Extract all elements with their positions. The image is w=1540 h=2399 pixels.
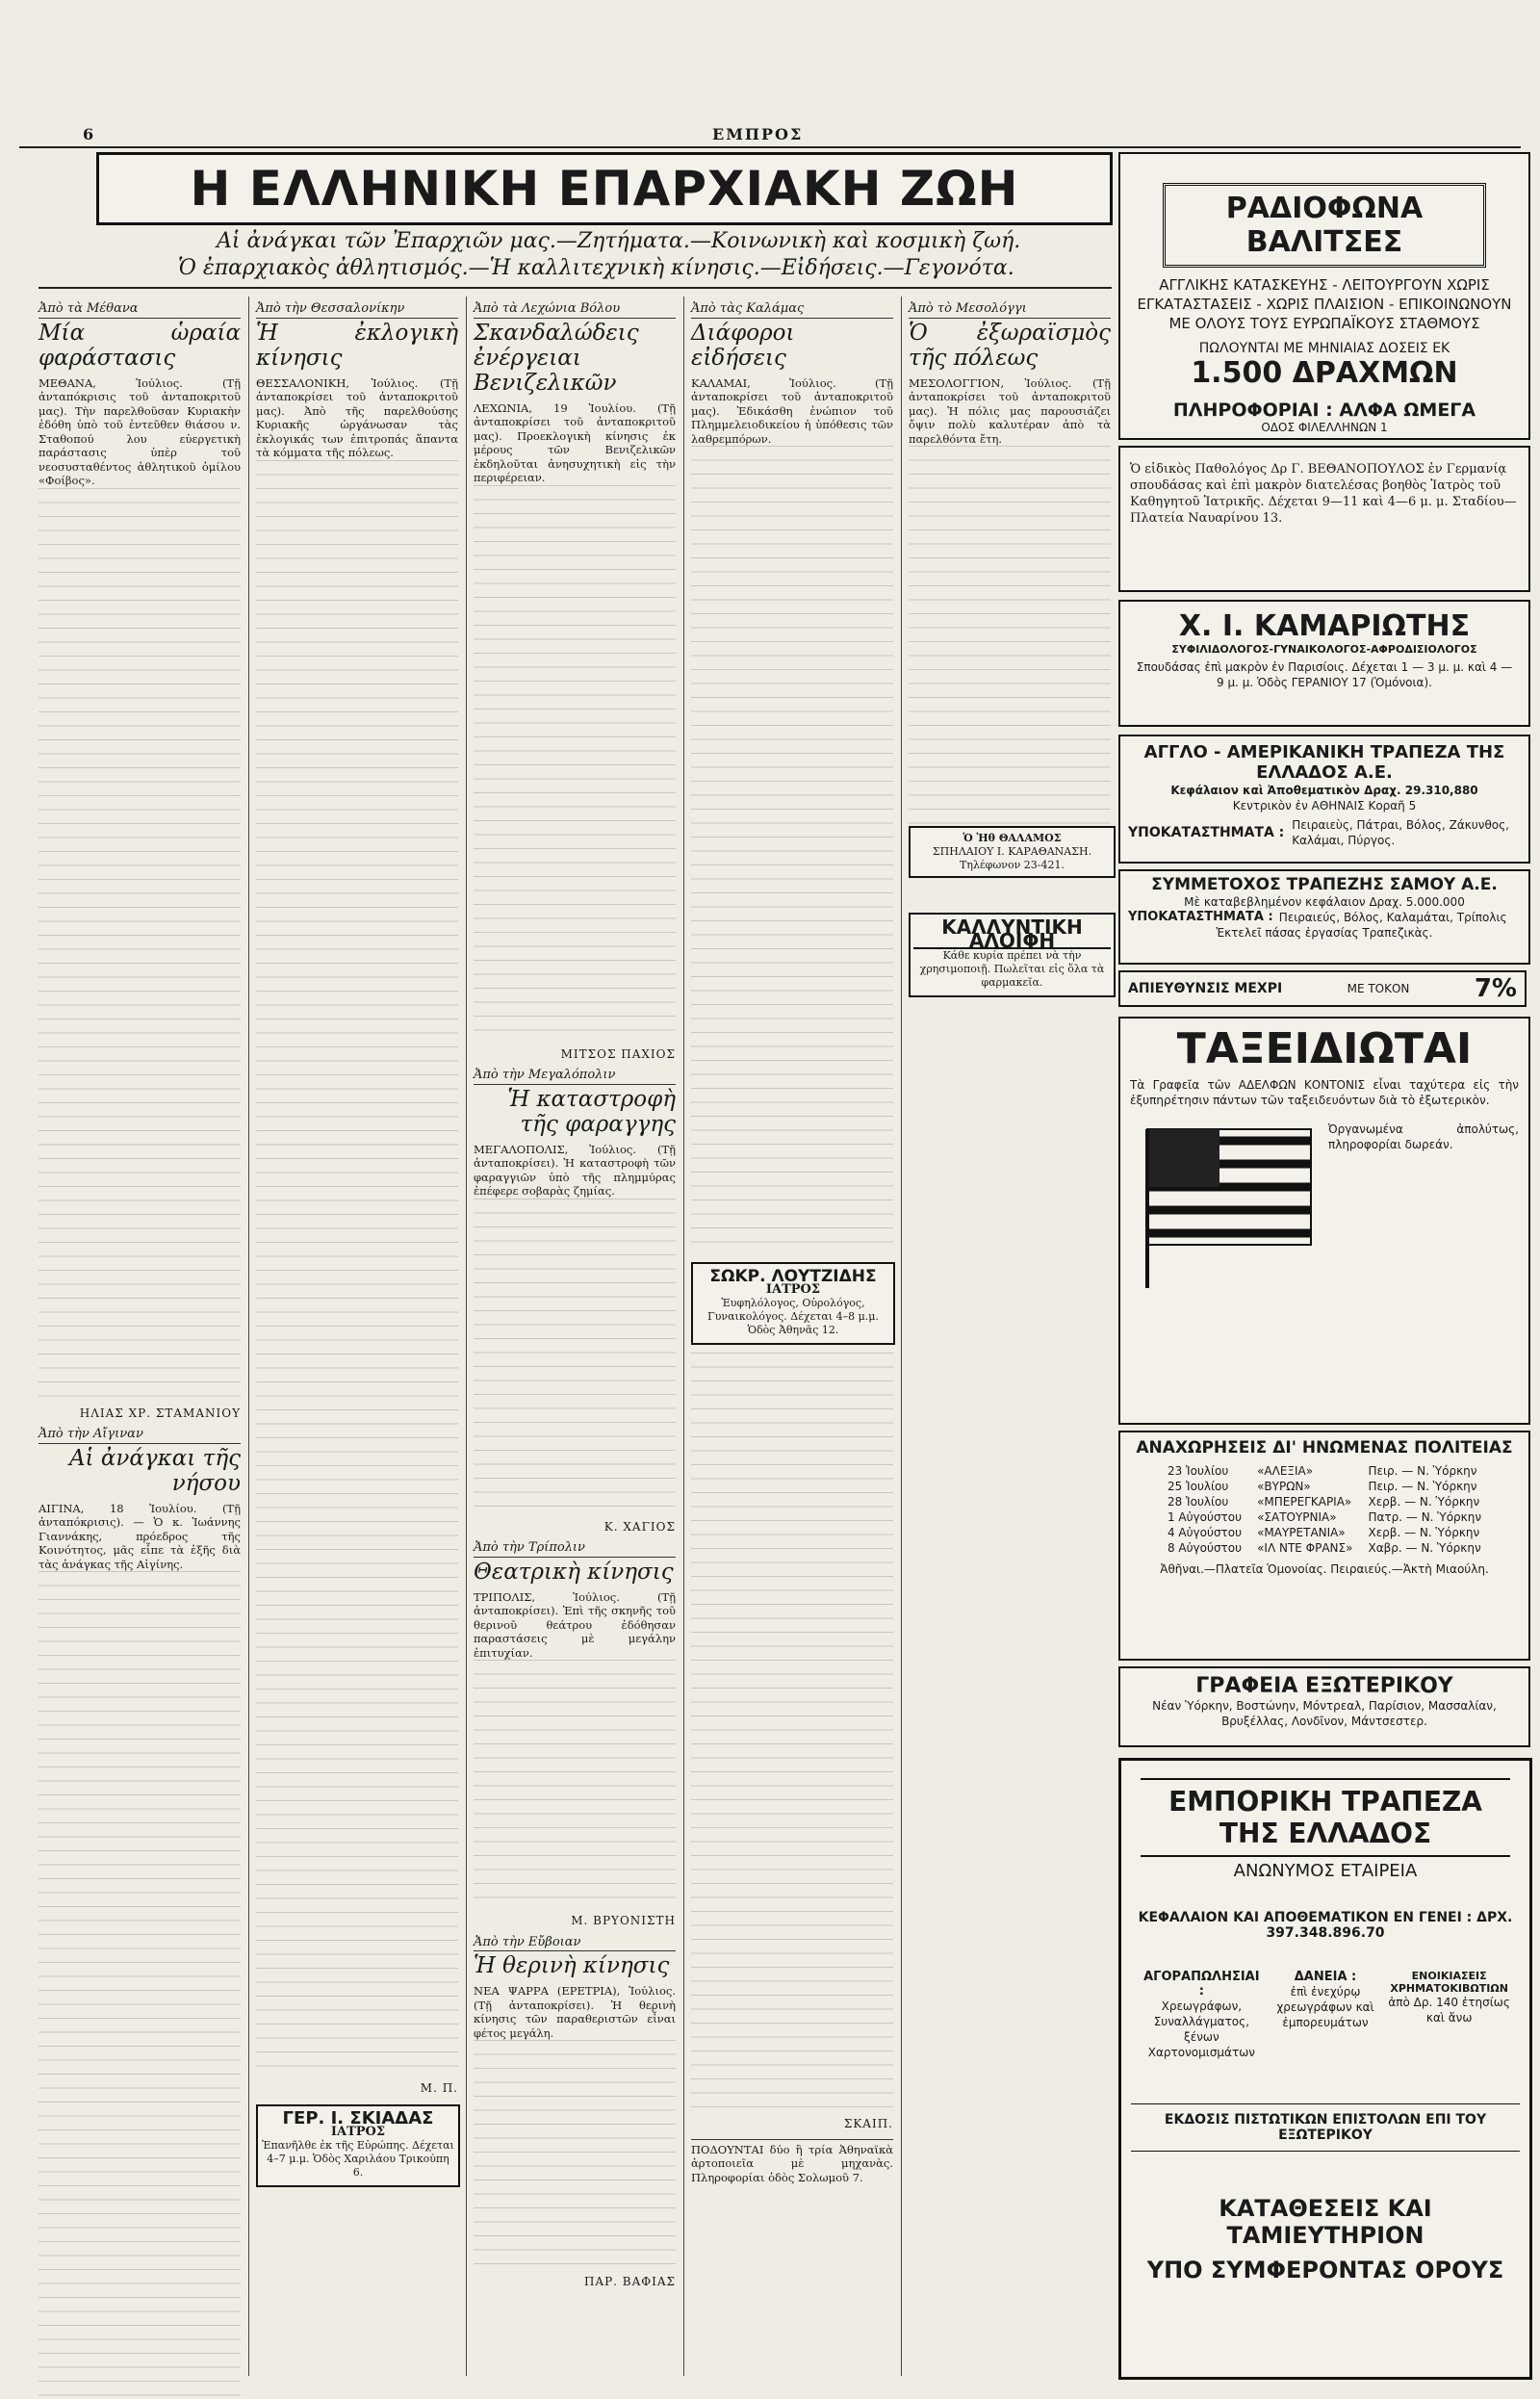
- kallyntiki-text: Κάθε κυρία πρέπει νὰ τὴν χρησιμοποιῇ. Πωλεῖται εἰς ὅλα τὰ φαρμακεῖα.: [919, 949, 1105, 989]
- section-masthead: Η ΕΛΛΗΝΙΚΗ ΕΠΑΡΧΙΑΚΗ ΖΩΗ: [96, 152, 1113, 225]
- column-4-byline: ΣΚΑΙΠ.: [843, 2117, 893, 2130]
- masthead-subtitle-1: Αἱ ἀνάγκαι τῶν Ἐπαρχιῶν μας.—Ζητήματα.—Κοινωνικὴ καὶ κοσμικὴ ζωή.: [217, 229, 1021, 253]
- departure-date: 25 Ἰουλίου: [1167, 1480, 1229, 1493]
- column-3-body-text-2: [474, 1199, 676, 1516]
- column-3-byline-4: ΠΑΡ. ΒΑΦΙΑΣ: [583, 2275, 676, 2288]
- column-5-lead: ΜΕΣΟΛΟΓΓΙΟΝ, Ἰούλιος. (Τῇ ἀνταποκρίσει τοῦ ἀνταποκριτοῦ μας). Ἡ πόλις μας παρουσιάζει ὄψιν πολὺ καλυτέραν ἀπὸ τὰ παρελθόντα ἔτη.: [909, 375, 1111, 446]
- paper-name: ΕΜΠΡΟΣ: [712, 125, 804, 143]
- kallyntiki-title: ΚΑΛΛΥΝΤΙΚΗ ΑΛΟΙΦΗ: [913, 920, 1111, 949]
- provincial-section: [38, 152, 1112, 2386]
- departure-date: 4 Αὐγούστου: [1167, 1526, 1243, 1539]
- departure-date: 1 Αὐγούστου: [1167, 1510, 1243, 1524]
- radio-address: ΟΔΟΣ ΦΙΛΕΛΛΗΝΩΝ 1: [1261, 421, 1388, 434]
- column-1: [38, 297, 241, 2399]
- page-number: 6: [83, 125, 94, 143]
- flag-illustration: [1128, 1120, 1321, 1293]
- column-4-kicker: Ἀπὸ τὰς Καλάμας: [691, 302, 893, 319]
- column-1-body-text: [38, 488, 241, 1403]
- departure-row: [1160, 1525, 1489, 1540]
- samos-branches-list: Πειραιεύς, Βόλος, Καλαμάται, Τρίπολις: [1278, 911, 1507, 924]
- departure-date: 23 Ἰουλίου: [1167, 1464, 1229, 1478]
- column-2-body-text: [256, 460, 458, 2077]
- foreign-offices-ad: [1118, 1666, 1530, 1747]
- departure-date: 8 Αὐγούστου: [1167, 1541, 1243, 1555]
- emporiki-deposits-2: ΥΠΟ ΣΥΜΦΕΡΟΝΤΑΣ ΟΡΟΥΣ: [1146, 2257, 1504, 2283]
- emporiki-safes: [1388, 1970, 1510, 2060]
- column-3-kicker-3: Ἀπὸ τὴν Τρίπολιν: [474, 1541, 676, 1558]
- anglo-hq: Κεντρικὸν ἐν ΑΘΗΝΑΙΣ Κοραῆ 5: [1232, 799, 1417, 813]
- departure-date: 28 Ἰουλίου: [1167, 1495, 1229, 1509]
- column-2-headline: Ἡ ἐκλογικὴ κίνησις: [256, 320, 458, 371]
- kamariotis-ad: [1118, 600, 1530, 727]
- column-3: [474, 297, 676, 2297]
- column-rule-3: [683, 297, 684, 2376]
- column-3-kicker: Ἀπὸ τὰ Λεχώνια Βόλου: [474, 302, 676, 319]
- loutzidis-name: ΣΩΚΡ. ΛΟΥΤΖΙΔΗΣ: [709, 1267, 877, 1286]
- column-4-footnote: ΠΟΔΟΥΝΤΑΙ δύο ἢ τρία Ἀθηναϊκὰ ἀρτοποιεῖα μὲ μηχανὰς. Πληροφορίαι ὁδὸς Σολωμοῦ 7.: [691, 2139, 893, 2185]
- departures-ad: [1118, 1431, 1530, 1661]
- column-3-kicker-2: Ἀπὸ τὴν Μεγαλόπολιν: [474, 1069, 676, 1085]
- kamariotis-name: Χ. Ι. ΚΑΜΑΡΙΩΤΗΣ: [1178, 609, 1471, 643]
- column-3-headline-4: Ἡ θερινὴ κίνησις: [474, 1953, 670, 1978]
- departure-row: [1160, 1494, 1489, 1509]
- samos-title: ΣΥΜΜΕΤΟΧΟΣ ΤΡΑΠΕΖΗΣ ΣΑΜΟΥ Α.Ε.: [1151, 875, 1498, 894]
- travel-rate: 7%: [1474, 974, 1517, 1003]
- column-3-headline-2: Ἡ καταστροφὴ τῆς φαραγγης: [507, 1086, 676, 1137]
- departure-dest: Πειρ. — Ν. Ὑόρκην: [1368, 1480, 1477, 1493]
- radio-amount: 1.500 ΔΡΑΧΜΩΝ: [1191, 356, 1458, 390]
- departure-row: [1160, 1463, 1489, 1479]
- radio-title: ΡΑΔΙΟΦΩΝΑ ΒΑΛΙΤΣΕΣ: [1163, 183, 1486, 268]
- kamariotis-text: Σπουδάσας ἐπὶ μακρὸν ἐν Παρισίοις. Δέχεται 1 — 3 μ. μ. καὶ 4 — 9 μ. μ. Ὁδὸς ΓΕΡΑΝΙΟΥ 17 (Ὁμόνοια).: [1136, 660, 1513, 689]
- emporiki-trading-label: ΑΓΟΡΑΠΩΛΗΣΙΑΙ :: [1143, 1970, 1260, 1999]
- samos-capital: Μὲ καταβεβλημένον κεφάλαιον Δραχ. 5.000.000: [1184, 895, 1465, 909]
- column-3-headline-3: Θεατρικὴ κίνησις: [474, 1559, 674, 1585]
- loutzidis-text: Ἐυφηλόλογος, Οὐρολόγος, Γυναικολόγος. Δέχεται 4–8 μ.μ. Ὁδὸς Ἀθηνᾶς 12.: [707, 1297, 879, 1336]
- doctor-bethanopoulos-ad: [1118, 446, 1530, 592]
- taxidiotai-title: ΤΑΞΕΙΔΙΩΤΑΙ: [1176, 1024, 1473, 1073]
- travel-rate-ad: [1118, 970, 1527, 1007]
- page-header-bar: [19, 125, 1521, 148]
- loutzidis-title: ΙΑΤΡΟΣ: [765, 1282, 821, 1297]
- anglo-capital: Κεφάλαιον καὶ Ἀποθεματικὸν Δραχ. 29.310,880: [1170, 784, 1478, 797]
- column-4-headline: Διάφοροι εἰδήσεις: [691, 320, 795, 371]
- spilaio-ad: [909, 826, 1116, 878]
- column-4-body-text: [691, 446, 893, 1254]
- emporiki-loans: [1270, 1970, 1380, 2060]
- emporiki-letters: ΕΚΔΟΣΙΣ ΠΙΣΤΩΤΙΚΩΝ ΕΠΙΣΤΟΛΩΝ ΕΠΙ ΤΟΥ ΕΞΩΤΕΡΙΚΟΥ: [1131, 2103, 1520, 2152]
- emporiki-capital: ΚΕΦΑΛΑΙΟΝ ΚΑΙ ΑΠΟΘΕΜΑΤΙΚΟΝ ΕΝ ΓΕΝΕΙ : ΔΡΧ. 397.348.896.70: [1138, 1910, 1513, 1941]
- departure-dest: Χαβρ. — Ν. Ὑόρκην: [1368, 1541, 1481, 1555]
- skiadas-title: ΙΑΤΡΟΣ: [330, 2125, 386, 2139]
- departures-table: [1160, 1463, 1489, 1556]
- emporiki-safes-text: ἀπὸ Δρ. 140 ἐτησίως καὶ ἄνω: [1388, 1996, 1510, 2025]
- column-3-lead: ΛΕΧΩΝΙΑ, 19 Ἰουλίου. (Τῇ ἀνταποκρίσει τοῦ ἀνταποκριτοῦ μας). Προεκλογικὴ κίνησις ἐκ μέρους τῶν Βενιζελικῶν ἐκδηλοῦται ἀνησυχητικὴ εἰς τὴν περιφέρειαν.: [474, 400, 676, 484]
- column-1-body-text-2: [38, 1571, 241, 2399]
- column-1-lead: ΜΕΘΑΝΑ, Ἰούλιος. (Τῇ ἀνταπόκρισις τοῦ ἀνταποκριτοῦ μας). Τὴν παρελθοῦσαν Κυριακὴν ἐδόθη ὑπὸ τοῦ ἐντεῦθεν θιάσου ν. Σταθοπού λου εὐεργετικὴ παράστασις ὑπὲρ τοῦ νεοσυσταθέντος ἀθλητικοῦ ὁμίλου «Φοίβος».: [38, 375, 241, 487]
- taxidiotai-intro: Τὰ Γραφεῖα τῶν ΑΔΕΛΦΩΝ ΚΟΝΤΟΝΙΣ εἶναι ταχύτερα εἰς τὴν ἐξυπηρέτησιν πάντων τῶν ταξειδευόντων διὰ τὸ ἐξωτερικὸν.: [1130, 1078, 1519, 1107]
- departure-ship: «ΑΛΕΞΙΑ»: [1257, 1464, 1314, 1478]
- emporiki-loans-text: ἐπὶ ἐνεχύρῳ χρεωγράφων καὶ ἐμπορευμάτων: [1276, 1985, 1374, 2029]
- column-3-headline: Σκανδαλώδεις ἐνέργειαι Βενιζελικῶν: [474, 320, 639, 396]
- departure-dest: Πειρ. — Ν. Ὑόρκην: [1368, 1464, 1477, 1478]
- column-1-headline: Μία ὡραία φαράστασις: [38, 320, 241, 371]
- departures-title: ΑΝΑΧΩΡΗΣΕΙΣ ΔΙ' ΗΝΩΜΕΝΑΣ ΠΟΛΙΤΕΙΑΣ: [1136, 1438, 1513, 1457]
- doctor-ad-loutzidis: [691, 1262, 895, 1345]
- foreign-offices-text: Νέαν Ὑόρκην, Βοστώνην, Μόντρεαλ, Παρίσιον, Μασσαλίαν, Βρυξέλλας, Λονδῖνον, Μάντσεστερ.: [1152, 1699, 1497, 1728]
- taxidiotai-body: Ὀργανωμένα ἀπολύτως, πληροφορίαι δωρεάν.: [1328, 1122, 1519, 1151]
- column-5-body-text: [909, 446, 1111, 831]
- column-3-lead-2: ΜΕΓΑΛΟΠΟΛΙΣ, Ἰούλιος. (Τῇ ἀνταποκρίσει). Ἡ καταστροφὴ τῶν φαραγγιῶν ὑπὸ τῆς πλημμύρας ἐπέφερε σοβαρὰς ζημίας.: [474, 1142, 676, 1198]
- emporiki-safes-label: ΕΝΟΙΚΙΑΣΕΙΣ ΧΡΗΜΑΤΟΚΙΒΩΤΙΩΝ: [1390, 1970, 1508, 1995]
- column-3-kicker-4: Ἀπὸ τὴν Εὔβοιαν: [474, 1936, 676, 1952]
- column-4: [691, 297, 893, 2184]
- emporiki-services: [1141, 1970, 1510, 2060]
- us-flag-icon: [1147, 1129, 1311, 1288]
- samos-branches: [1120, 910, 1528, 925]
- newspaper-page: [19, 125, 1535, 2392]
- emporiki-bank-ad: [1118, 1758, 1532, 2380]
- departure-ship: «ΙΛ ΝΤΕ ΦΡΑΝΣ»: [1257, 1541, 1353, 1555]
- skiadas-text: Ἐπανῆλθε ἐκ τῆς Εὐρώπης. Δέχεται 4–7 μ.μ. Ὁδὸς Χαριλάου Τρικούπη 6.: [262, 2139, 454, 2179]
- column-1-lead-2: ΑΙΓΙΝΑ, 18 Ἰουλίου. (Τῇ ἀνταπόκρισις). — Ὁ κ. Ἰωάννης Γιαννάκης, πρόεδρος τῆς Κοινότητος, μᾶς εἶπε τὰ ἑξῆς διὰ τὰς ἀνάγκας τῆς Αἰγίνης.: [38, 1501, 241, 1571]
- masthead-rule: [38, 287, 1112, 289]
- column-4-body-text-2: [691, 1353, 893, 2113]
- emporiki-trading: [1141, 1970, 1263, 2060]
- column-3-byline-3: Μ. ΒΡΥΟΝΙΣΤΗ: [571, 1914, 676, 1927]
- column-1-byline: ΗΛΙΑΣ ΧΡ. ΣΤΑΜΑΝΙΟΥ: [79, 1406, 241, 1420]
- column-rule-4: [901, 297, 902, 2376]
- column-3-body-text: [474, 485, 676, 1044]
- column-3-byline: ΜΙΤΣΟΣ ΠΑΧΙΟΣ: [560, 1046, 676, 1061]
- column-2: [256, 297, 458, 2187]
- radio-price-label: ΠΩΛΟΥΝΤΑΙ ΜΕ ΜΗΝΙΑΙΑΣ ΔΟΣΕΙΣ ΕΚ: [1198, 341, 1450, 356]
- column-2-lead: ΘΕΣΣΑΛΟΝΙΚΗ, Ἰούλιος. (Τῇ ἀνταποκρίσει τοῦ ἀνταποκριτοῦ μας). Ἀπὸ τῆς παρελθούσης Κυριακῆς ὡργάνωσαν τὰς ἐκλογικάς των ἐπιτροπάς ἅπαντα τὰ κόμματα τῆς πόλεως.: [256, 375, 458, 459]
- column-2-byline: Μ. Π.: [420, 2080, 458, 2095]
- column-1-kicker-2: Ἀπὸ τὴν Αἴγιναν: [38, 1428, 241, 1444]
- departure-ship: «ΒΥΡΩΝ»: [1257, 1480, 1311, 1493]
- anglo-title: ΑΓΓΛΟ - ΑΜΕΡΙΚΑΝΙΚΗ ΤΡΑΠΕΖΑ ΤΗΣ ΕΛΛΑΔΟΣ Α.Ε.: [1143, 742, 1505, 783]
- column-3-body-text-3: [474, 1660, 676, 1910]
- samos-text: Ἐκτελεῖ πάσας ἐργασίας Τραπεζικὰς.: [1216, 926, 1433, 940]
- emporiki-deposits-1: ΚΑΤΑΘΕΣΕΙΣ ΚΑΙ ΤΑΜΙΕΥΤΗΡΙΟΝ: [1219, 2195, 1432, 2249]
- departure-ship: «ΣΑΤΟΥΡΝΙΑ»: [1257, 1510, 1337, 1524]
- radio-text: ΑΓΓΛΙΚΗΣ ΚΑΤΑΣΚΕΥΗΣ - ΛΕΙΤΟΥΡΓΟΥΝ ΧΩΡΙΣ ΕΓΚΑΤΑΣΤΑΣΕΙΣ - ΧΩΡΙΣ ΠΛΑΙΣΙΟΝ - ΕΠΙΚΟΙΝΩΝΟΥΝ ΜΕ ΟΛΟΥΣ ΤΟΥΣ ΕΥΡΩΠΑΪΚΟΥΣ ΣΤΑΘΜΟΥΣ: [1137, 276, 1512, 332]
- column-3-byline-2: Κ. ΧΑΓΙΟΣ: [603, 1519, 676, 1534]
- departure-row: [1160, 1509, 1489, 1525]
- departures-addresses: Ἀθῆναι.—Πλατεῖα Ὁμονοίας. Πειραιεύς.—Ἀκτὴ Μιαούλη.: [1160, 1562, 1489, 1576]
- radio-ad: [1118, 152, 1530, 440]
- anglo-branches: [1120, 813, 1528, 852]
- radio-info: ΠΛΗΡΟΦΟΡΙΑΙ : ΑΛΦΑ ΩΜΕΓΑ: [1172, 400, 1476, 421]
- column-3-lead-3: ΤΡΙΠΟΛΙΣ, Ἰούλιος. (Τῇ ἀνταποκρίσει). Ἐπὶ τῆς σκηνῆς τοῦ θερινοῦ θεάτρου ἐδόθησαν παραστάσεις μὲ μεγάλην ἐπιτυχίαν.: [474, 1589, 676, 1660]
- departure-dest: Χερβ. — Ν. Ὑόρκην: [1368, 1495, 1480, 1509]
- anglo-american-bank-ad: [1118, 735, 1530, 864]
- foreign-offices-title: ΓΡΑΦΕΙΑ ΕΞΩΤΕΡΙΚΟΥ: [1195, 1674, 1453, 1698]
- masthead-subtitle-2: Ὁ ἐπαρχιακὸς ἀθλητισμός.—Ἡ καλλιτεχνικὴ κίνησις.—Εἰδήσεις.—Γεγονότα.: [178, 256, 1014, 280]
- travel-prefix: ΑΠΙΕΥΘΥΝΣΙΣ ΜΕΧΡΙ: [1128, 981, 1283, 996]
- column-3-body-text-4: [474, 2040, 676, 2271]
- samos-branches-label: ΥΠΟΚΑΤΑΣΤΗΜΑΤΑ :: [1128, 910, 1273, 924]
- anglo-branches-list: Πειραιεὺς, Πάτραι, Βόλος, Ζάκυνθος, Καλάμαι, Πύργος.: [1292, 818, 1509, 847]
- column-5: [909, 297, 1111, 831]
- taxidiotai-ad: [1118, 1017, 1530, 1425]
- spilaio-title: Ὁ Ἠθ ΘΑΛΑΜΟΣ: [962, 832, 1062, 844]
- departure-row: [1160, 1540, 1489, 1556]
- column-4-lead: ΚΑΛΑΜΑΙ, Ἰούλιος. (Τῇ ἀνταποκρίσει τοῦ ἀνταποκριτοῦ μας). Ἐδικάσθη ἐνώπιον τοῦ Πλημμελειοδικείου ἡ ὑπόθεσις τῶν λαθρεμπόρων.: [691, 375, 893, 446]
- travel-route: ΜΕ ΤΟΚΟΝ: [1347, 982, 1410, 995]
- column-rule-2: [466, 297, 467, 2376]
- kallyntiki-ad: [909, 913, 1116, 997]
- departure-dest: Πατρ. — Ν. Ὑόρκην: [1368, 1510, 1482, 1524]
- column-1-headline-2: Αἱ ἀνάγκαι τῆς νήσου: [68, 1445, 241, 1496]
- doctor-ad-skiadas: [256, 2104, 460, 2187]
- departure-ship: «ΜΑΥΡΕΤΑΝΙΑ»: [1257, 1526, 1346, 1539]
- departure-row: [1160, 1479, 1489, 1494]
- column-3-lead-4: ΝΕΑ ΨΑΡΡΑ (ΕΡΕΤΡΙΑ), Ἰούλιος. (Τῇ ἀνταποκρίσει). Ἡ θερινὴ κίνησις τῶν παραθεριστῶν εἶναι φέτος μεγάλη.: [474, 1984, 676, 2040]
- spilaio-text: ΣΠΗΛΑΙΟΥ Ι. ΚΑΡΑΘΑΝΑΣΗ. Τηλέφωνον 23-421.: [932, 845, 1092, 871]
- column-1-kicker: Ἀπὸ τὰ Μέθανα: [38, 302, 241, 319]
- column-5-headline: Ὁ ἐξωραϊσμὸς τῆς πόλεως: [909, 320, 1111, 371]
- departure-dest: Χερβ. — Ν. Ὑόρκην: [1368, 1526, 1480, 1539]
- emporiki-subtitle: ΑΝΩΝΥΜΟΣ ΕΤΑΙΡΕΙΑ: [1233, 1861, 1418, 1881]
- column-5-kicker: Ἀπὸ τὸ Μεσολόγγι: [909, 302, 1111, 319]
- column-2-kicker: Ἀπὸ τὴν Θεσσαλονίκην: [256, 302, 458, 319]
- column-rule-1: [248, 297, 249, 2376]
- kamariotis-specialty: ΣΥΦΙΛΙΔΟΛΟΓΟΣ-ΓΥΝΑΙΚΟΛΟΓΟΣ-ΑΦΡΟΔΙΣΙΟΛΟΓΟΣ: [1171, 643, 1477, 656]
- departure-ship: «ΜΠΕΡΕΓΚΑΡΙΑ»: [1257, 1495, 1352, 1509]
- emporiki-loans-label: ΔΑΝΕΙΑ :: [1294, 1970, 1357, 1984]
- bethanopoulos-text: Ὁ εἰδικὸς Παθολόγος Δρ Γ. ΒΕΘΑΝΟΠΟΥΛΟΣ ἐν Γερμανίᾳ σπουδάσας καὶ ἐπὶ μακρὸν διατελέσας βοηθὸς Ἰατρὸς τοῦ Καθηγητοῦ Ἰατρικῆς. Δέχεται 9—11 καὶ 4—6 μ. μ. Σταδίου—Πλατεία Ναυαρίνου 13.: [1130, 462, 1517, 526]
- emporiki-title: ΕΜΠΟΡΙΚΗ ΤΡΑΠΕΖΑ ΤΗΣ ΕΛΛΑΔΟΣ: [1141, 1778, 1510, 1857]
- emporiki-trading-text: Χρεωγράφων, Συναλλάγματος, ξένων Χαρτονομισμάτων: [1147, 1999, 1255, 2059]
- skiadas-name: ΓΕΡ. Ι. ΣΚΙΑΔΑΣ: [282, 2108, 434, 2128]
- samos-bank-ad: [1118, 869, 1530, 965]
- anglo-branches-label: ΥΠΟΚΑΤΑΣΤΗΜΑΤΑ :: [1128, 825, 1285, 840]
